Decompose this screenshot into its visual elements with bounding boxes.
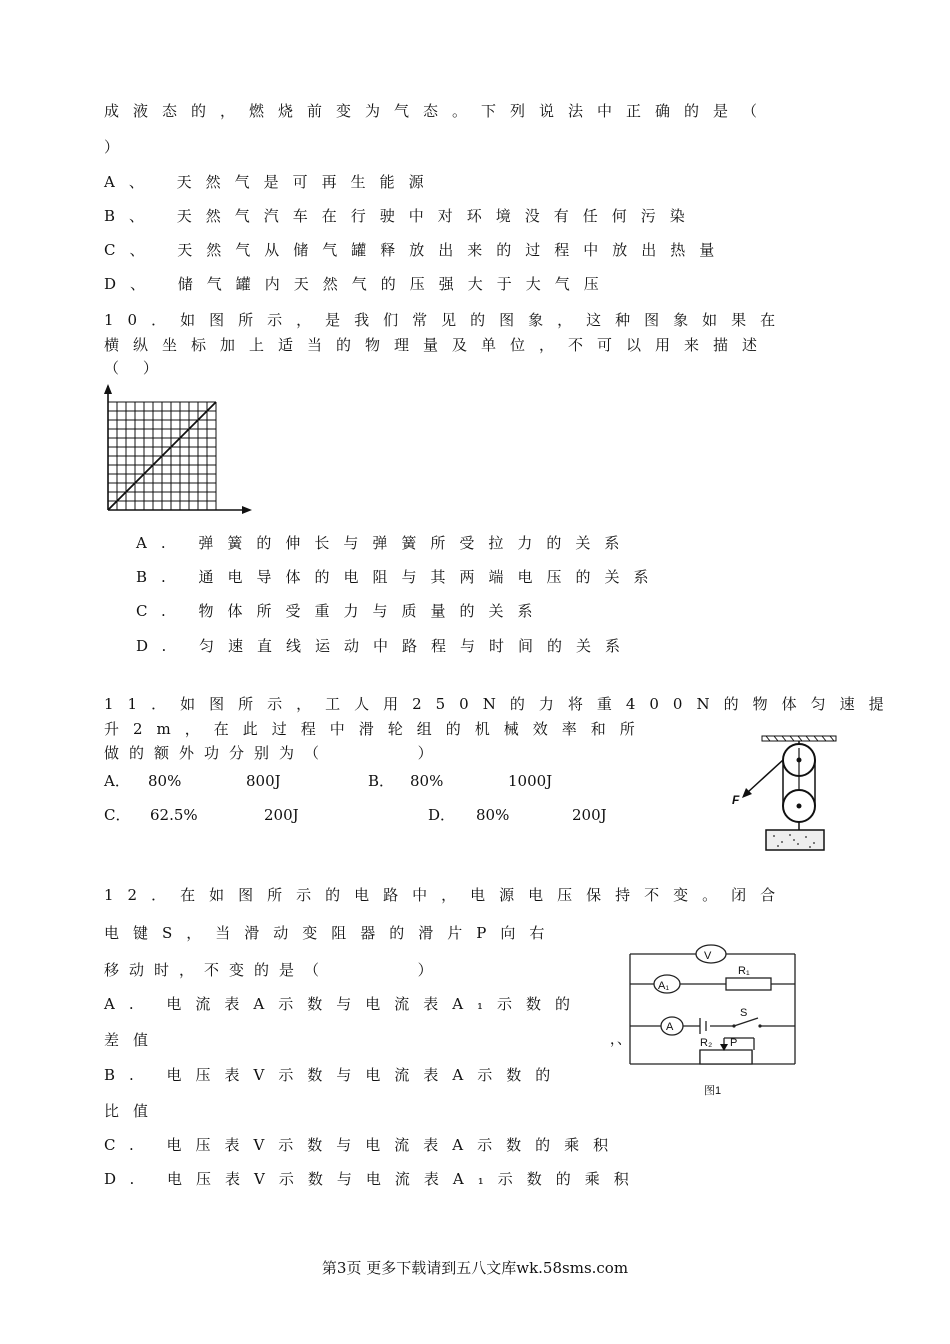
q11-option-b-work: 1000J (508, 772, 553, 790)
switch-s-label: S (740, 1007, 748, 1019)
force-label: F (732, 793, 740, 807)
q10-option-a: A. 弹簧的伸长与弹簧所受拉力的关系 (136, 534, 634, 552)
q12-option-b-line1: B. 电压表V示数与电流表A示数的 (104, 1066, 565, 1084)
q11-option-b-label: B． (368, 772, 395, 790)
x-axis-arrow-icon (242, 506, 252, 514)
q9-stem-line2: ） (104, 138, 120, 156)
q9-option-d: D、 储气罐内天然气的压强大于大气压 (104, 275, 613, 293)
voltmeter-label: V (704, 950, 712, 962)
q9-option-b: B、 天然气汽车在行驶中对环境没有任何污染 (104, 207, 699, 225)
q11-option-a-label: A． (104, 772, 130, 790)
linear-graph-figure (100, 382, 260, 522)
resistor-r1-label: R₁ (738, 965, 750, 977)
q10-stem-line1: 10．如图所示，是我们常见的图象，这种图象如果在 (104, 311, 790, 329)
rheostat-r2 (700, 1050, 752, 1064)
q11-option-d-label: D． (428, 806, 456, 824)
q12-option-a-line2: 差值 (104, 1031, 163, 1049)
q11-stem-line3: 做的额外功分别为（ ） (104, 744, 443, 762)
page-footer: 第3页 更多下载请到五八文库wk.58sms.com (321, 1259, 629, 1277)
q11-stem-line1: 11．如图所示，工人用250N的力将重400N的物体匀速提 (104, 695, 898, 713)
q11-option-b-eff: 80% (410, 772, 444, 790)
q10-option-b: B. 通电导体的电阻与其两端电压的关系 (136, 568, 663, 586)
ammeter-a-label: A (666, 1021, 674, 1033)
resistor-r1 (726, 978, 771, 990)
q11-option-c-work: 200J (264, 806, 299, 824)
pulley-system-figure (728, 734, 843, 854)
q9-stem-line1: 成液态的，燃烧前变为气态。下列说法中正确的是（ (104, 102, 772, 120)
q12-stem-line1: 12．在如图所示的电路中，电源电压保持不变。闭合 (104, 886, 790, 904)
q11-option-a-work: 800J (246, 772, 281, 790)
ammeter-a1-label: A₁ (658, 980, 670, 992)
q12-stem-line2: 电键S，当滑动变阻器的滑片P向右 (104, 924, 559, 942)
side-marks: ，、 (610, 1032, 631, 1048)
q11-option-a-eff: 80% (148, 772, 182, 790)
q12-option-d: D. 电压表V示数与电流表A₁示数的乘积 (104, 1170, 643, 1188)
rheostat-r2-label: R₂ (700, 1037, 713, 1049)
q11-option-c-label: C． (104, 806, 131, 824)
q10-stem-line2: 横纵坐标加上适当的物理量及单位，不可以用来描述 (104, 336, 772, 354)
circuit-diagram-figure (620, 938, 805, 1103)
q11-option-d-work: 200J (572, 806, 607, 824)
q12-option-b-line2: 比值 (104, 1102, 163, 1120)
q11-option-d-eff: 80% (476, 806, 510, 824)
q12-stem-line3: 移动时，不变的是（ ） (104, 961, 443, 979)
q12-option-c: C. 电压表V示数与电流表A示数的乘积 (104, 1136, 623, 1154)
q11-stem-line2: 升2m，在此过程中滑轮组的机械效率和所 (104, 720, 649, 738)
y-axis-arrow-icon (104, 384, 112, 394)
figure-caption: 图1 (704, 1085, 722, 1097)
q10-option-c: C. 物体所受重力与质量的关系 (136, 602, 547, 620)
slider-p-label: P (730, 1037, 738, 1049)
q9-option-c: C、 天然气从储气罐释放出来的过程中放出热量 (104, 241, 729, 259)
q12-option-a-line1: A. 电流表A示数与电流表A₁示数的 (104, 995, 585, 1013)
q9-option-a: A、 天然气是可再生能源 (104, 173, 438, 191)
q10-stem-line3: （ ） (104, 359, 158, 377)
q10-option-d: D. 匀速直线运动中路程与时间的关系 (136, 637, 635, 655)
q11-option-c-eff: 62.5% (150, 806, 198, 824)
